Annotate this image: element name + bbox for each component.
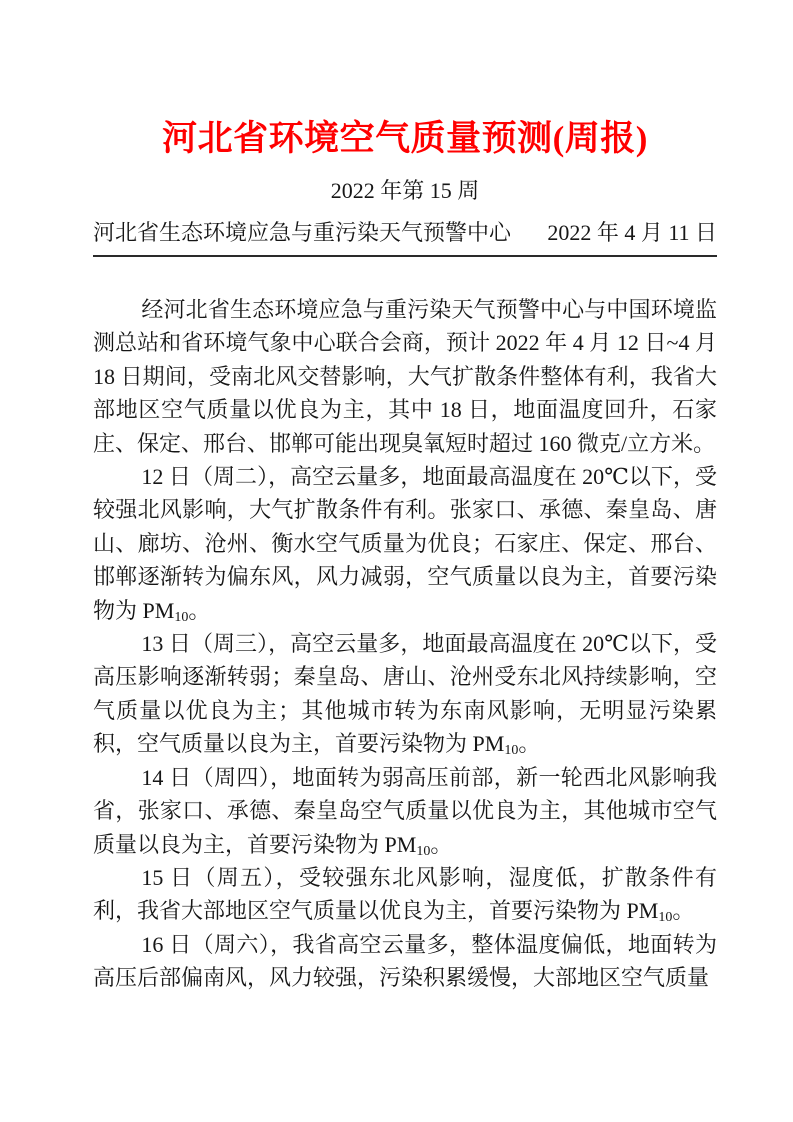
paragraph-text: 12 日（周二），高空云量多，地面最高温度在 20℃以下，受较强北风影响，大气扩散条件有利。张家口、承德、秦皇岛、唐山、廊坊、沧州、衡水空气质量为优良；石家庄、保定、邢台、邯郸逐渐转为偏东风，风力减弱，空气质量以良为主，首要污染物为 PM [93,464,717,623]
byline [93,218,717,248]
subscript-text: 10 [174,609,189,625]
paragraph [93,460,717,627]
paragraph [93,293,717,460]
paragraph-text: 。 [672,898,695,924]
paragraph-text: 15 日（周五），受较强东北风影响，湿度低，扩散条件有利，我省大部地区空气质量以优良为主，首要污染物为 PM [93,864,717,924]
document-body [93,293,717,995]
subscript-text: 10 [416,843,431,859]
document-title: 河北省环境空气质量预测(周报) [162,119,648,158]
paragraph [93,928,717,995]
header-divider [93,255,717,257]
paragraph-text: 14 日（周四），地面转为弱高压前部，新一轮西北风影响我省，张家口、承德、秦皇岛空气质量以优良为主，其他城市空气质量以良为主，首要污染物为 PM [93,764,717,857]
paragraph-text: 。 [518,731,541,757]
paragraph-text: 。 [430,831,453,857]
paragraph-text: 。 [188,597,211,623]
week-number-subtitle: 2022 年第 15 周 [330,178,480,203]
issue-date: 2022 年 4 月 11 日 [547,220,717,245]
paragraph-text: 16 日（周六），我省高空云量多，整体温度偏低，地面转为高压后部偏南风，风力较强，污染积累缓慢，大部地区空气质量 [93,931,717,991]
subscript-text: 10 [504,743,519,759]
paragraph-text: 经河北省生态环境应急与重污染天气预警中心与中国环境监测总站和省环境气象中心联合会商，预计 2022 年 4 月 12 日~4 月 18 日期间，受南北风交替影响，大气扩散条件整体有利，我省大部地区空气质量以优良为主，其中 18 日，地面温度回升，石家庄、保定、邢台、邯郸可能出现臭氧短时超过 160 微克/立方米。 [93,297,717,456]
paragraph-text: 13 日（周三），高空云量多，地面最高温度在 20℃以下，受高压影响逐渐转弱；秦皇岛、唐山、沧州受东北风持续影响，空气质量以优良为主；其他城市转为东南风影响，无明显污染累积，空气质量以良为主，首要污染物为 PM [93,631,717,757]
paragraph [93,761,717,861]
issuing-organization: 河北省生态环境应急与重污染天气预警中心 [93,220,512,245]
document-content [93,0,717,995]
paragraph [93,861,717,928]
subscript-text: 10 [658,910,673,926]
paragraph [93,627,717,761]
